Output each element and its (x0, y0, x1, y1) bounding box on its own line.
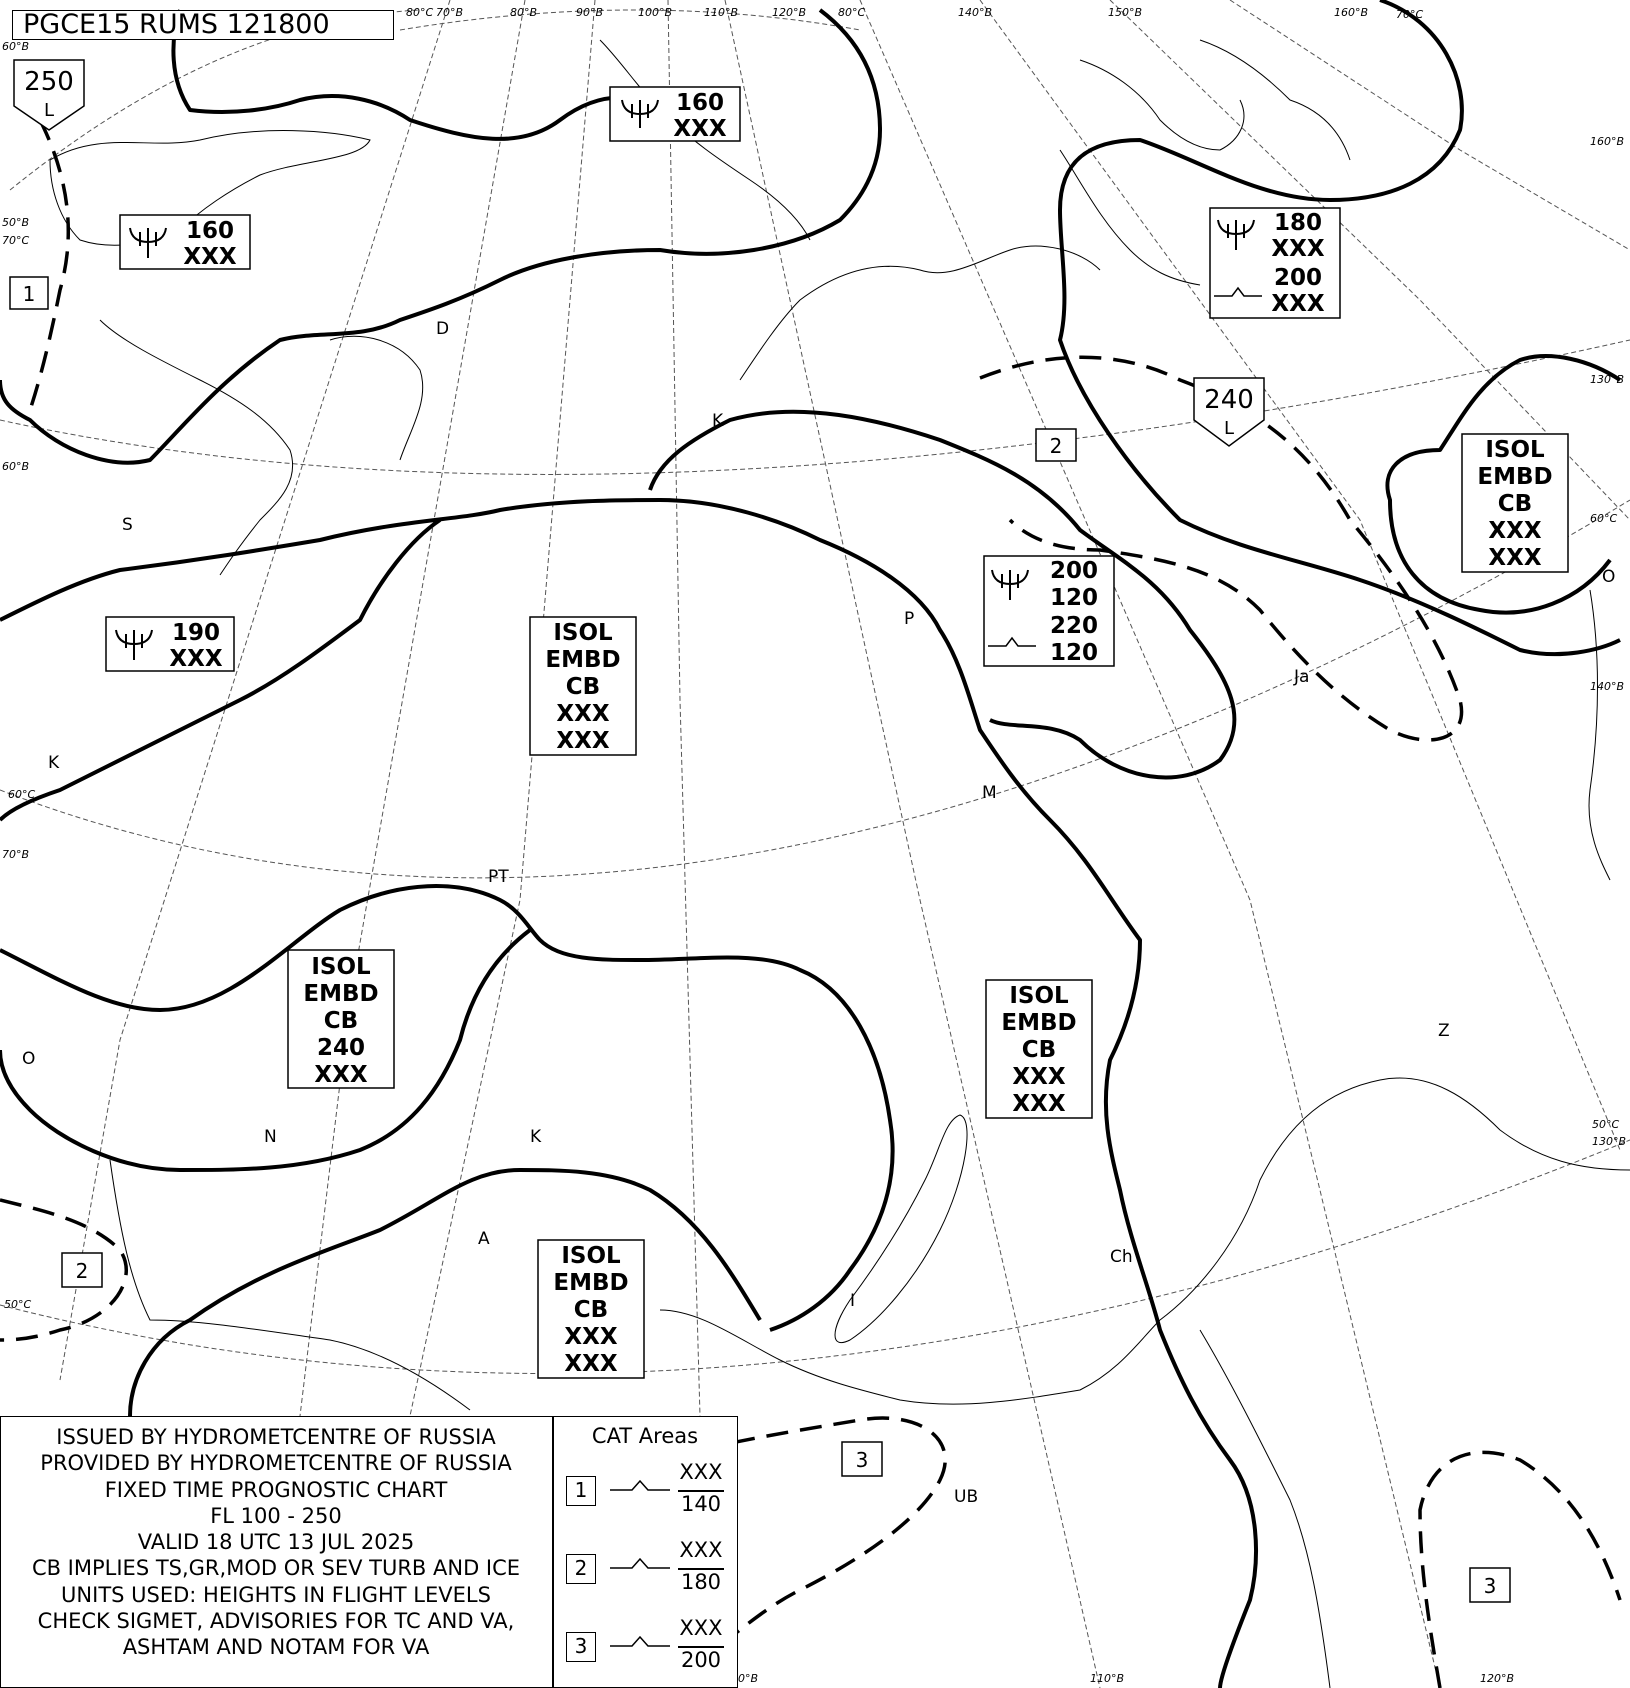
cb-line: EMBD (303, 981, 379, 1007)
cat-marker-number: 3 (1483, 1574, 1497, 1598)
grid-label: 50°C (4, 1298, 32, 1311)
cb-line: XXX (556, 701, 610, 727)
issuer-line: VALID 18 UTC 13 JUL 2025 (137, 1530, 415, 1555)
cb-line: EMBD (553, 1270, 629, 1296)
icing-top: 200 (1049, 558, 1099, 584)
cb-box (986, 980, 1092, 1118)
icing-box (1210, 208, 1340, 318)
cat-marker (1470, 1568, 1510, 1602)
grid-label: 140°B (1590, 680, 1625, 693)
turbulence-icon (610, 1634, 670, 1650)
low-center-type: L (43, 100, 55, 121)
icing-box (610, 87, 740, 142)
cb-line: XXX (1012, 1064, 1066, 1090)
station-label: P (904, 609, 915, 629)
grid-label: 50°C (1592, 1118, 1620, 1131)
icing-box (106, 617, 234, 672)
grid-label: 130°B (1592, 1135, 1627, 1148)
grid-label: 100°B (638, 6, 673, 19)
station-label: Ch (1110, 1247, 1133, 1267)
low-center-value: 240 (1204, 385, 1254, 415)
cat-legend-row (566, 1538, 736, 1608)
grid-label: 110°B (1090, 1672, 1125, 1685)
cat-legend-number: 3 (566, 1632, 596, 1662)
chart-id: PGCE15 RUMS 121800 (12, 10, 394, 40)
turbulence-icon (610, 1556, 670, 1572)
station-label: A (478, 1229, 490, 1249)
station-label: O (22, 1049, 36, 1069)
icing-box (984, 556, 1114, 666)
cat-legend-title: CAT Areas (591, 1424, 699, 1448)
cat-marker (62, 1253, 102, 1287)
station-label: N (264, 1127, 277, 1147)
grid-label: 60°B (2, 40, 30, 53)
grid-label: 80°B (510, 6, 538, 19)
cat-marker (10, 277, 48, 309)
cb-line: CB (573, 1297, 609, 1323)
icing-bottom: XXX (673, 116, 727, 142)
cb-line: EMBD (1001, 1010, 1077, 1036)
cb-line: XXX (1012, 1091, 1066, 1117)
grid-label: 120°B (1480, 1672, 1515, 1685)
station-label: I (850, 1291, 856, 1311)
grid-label: 140°B (958, 6, 993, 19)
cb-line: ISOL (1485, 437, 1545, 463)
grid-label: 120°B (772, 6, 807, 19)
icing-bottom: XXX (183, 244, 237, 270)
cb-line: ISOL (553, 620, 613, 646)
cat-marker-number: 2 (75, 1259, 89, 1283)
cb-box (538, 1240, 644, 1378)
cb-box (288, 950, 394, 1088)
cb-line: XXX (1488, 518, 1542, 544)
cat-legend-top: XXX (679, 1616, 723, 1640)
grid-label: 70°B (2, 848, 30, 861)
station-label: PT (488, 867, 509, 887)
cb-line: ISOL (561, 1243, 621, 1269)
cat-marker-number: 2 (1049, 434, 1063, 458)
cb-line: ISOL (1009, 983, 1069, 1009)
cb-line: ISOL (311, 954, 371, 980)
cb-line: XXX (1488, 545, 1542, 571)
cat-legend-bottom: 200 (680, 1648, 722, 1672)
issuer-line: CB IMPLIES TS,GR,MOD OR SEV TURB AND ICE (31, 1556, 521, 1581)
cb-line: EMBD (1477, 464, 1553, 490)
grid-label: 50°B (2, 216, 30, 229)
cat-marker-number: 3 (855, 1448, 869, 1472)
grid-label: 80°C (838, 6, 866, 19)
cb-line: XXX (564, 1324, 618, 1350)
station-label: S (122, 515, 133, 535)
low-center-value: 250 (24, 67, 74, 97)
cat-legend-top: XXX (679, 1538, 723, 1562)
grid-label: 70°C (1396, 8, 1424, 21)
cat-marker (1036, 429, 1076, 461)
icing-top: 180 (1273, 210, 1323, 236)
grid-label: 160°B (1590, 135, 1625, 148)
issuer-line: FIXED TIME PROGNOSTIC CHART (104, 1477, 448, 1502)
issuer-line: CHECK SIGMET, ADVISORIES FOR TC AND VA, (37, 1609, 515, 1634)
issuer-line: UNITS USED: HEIGHTS IN FLIGHT LEVELS (61, 1582, 491, 1607)
cb-line: CB (1021, 1037, 1057, 1063)
issuer-line: ISSUED BY HYDROMETCENTRE OF RUSSIA (56, 1425, 496, 1449)
turb-bottom: 120 (1049, 640, 1099, 666)
station-label: K (48, 753, 60, 773)
station-label: M (982, 783, 997, 803)
icing-bottom: 120 (1049, 585, 1099, 611)
low-center-type: L (1223, 418, 1235, 439)
grid-label: 90°B (576, 6, 604, 19)
cat-legend-bottom: 140 (680, 1492, 722, 1516)
grid-label: 150°B (1108, 6, 1143, 19)
cat-marker-number: 1 (22, 282, 36, 306)
grid-label: 70°C (2, 234, 30, 247)
grid-label: 70°B (436, 6, 464, 19)
cb-line: CB (323, 1008, 359, 1034)
cb-box (1462, 434, 1568, 572)
icing-bottom: XXX (169, 646, 223, 672)
grid-label: 110°B (704, 6, 739, 19)
issuer-line: PROVIDED BY HYDROMETCENTRE OF RUSSIA (40, 1451, 512, 1476)
grid-label: 130°B (1590, 373, 1625, 386)
grid-label: 60°B (2, 460, 30, 473)
turb-top: 220 (1049, 613, 1099, 639)
turbulence-icon (610, 1478, 670, 1494)
cat-legend-top: XXX (679, 1460, 723, 1484)
cb-line: XXX (564, 1351, 618, 1377)
cb-line: CB (565, 674, 601, 700)
turb-bottom: XXX (1271, 291, 1325, 317)
station-label: UB (954, 1487, 979, 1507)
cb-box (530, 617, 636, 755)
icing-bottom: XXX (1271, 236, 1325, 262)
issuer-line: FL 100 - 250 (210, 1503, 342, 1528)
turb-top: 200 (1273, 265, 1323, 291)
grid-label: 60°C (1590, 512, 1618, 525)
station-label: O (1602, 567, 1616, 587)
grid-label: 80°C (406, 6, 434, 19)
station-label: D (436, 319, 450, 339)
station-label: K (712, 411, 724, 431)
cat-legend-number: 1 (566, 1476, 596, 1506)
station-label: Z (1438, 1021, 1450, 1041)
grid-label: 160°B (1334, 6, 1369, 19)
cat-legend-number: 2 (566, 1554, 596, 1584)
cb-line: 240 (316, 1035, 366, 1061)
cb-line: EMBD (545, 647, 621, 673)
cat-legend-bottom: 180 (680, 1570, 722, 1594)
cb-line: XXX (314, 1062, 368, 1088)
issuer-line: ASHTAM AND NOTAM FOR VA (122, 1635, 430, 1660)
cat-marker (842, 1442, 882, 1476)
grid-label: 60°C (8, 788, 36, 801)
cb-line: CB (1497, 491, 1533, 517)
grid-label: 0°B (738, 1672, 759, 1685)
issuer-info (0, 1424, 552, 1661)
cb-line: XXX (556, 728, 610, 754)
icing-box (120, 215, 250, 270)
cat-legend-row (566, 1460, 736, 1530)
legend-divider (552, 1416, 554, 1688)
icing-top: 160 (675, 90, 725, 116)
icing-top: 190 (171, 620, 221, 646)
icing-top: 160 (185, 218, 235, 244)
station-label: K (530, 1127, 542, 1147)
station-label: Ja (1294, 667, 1310, 687)
cat-legend-row (566, 1616, 736, 1686)
